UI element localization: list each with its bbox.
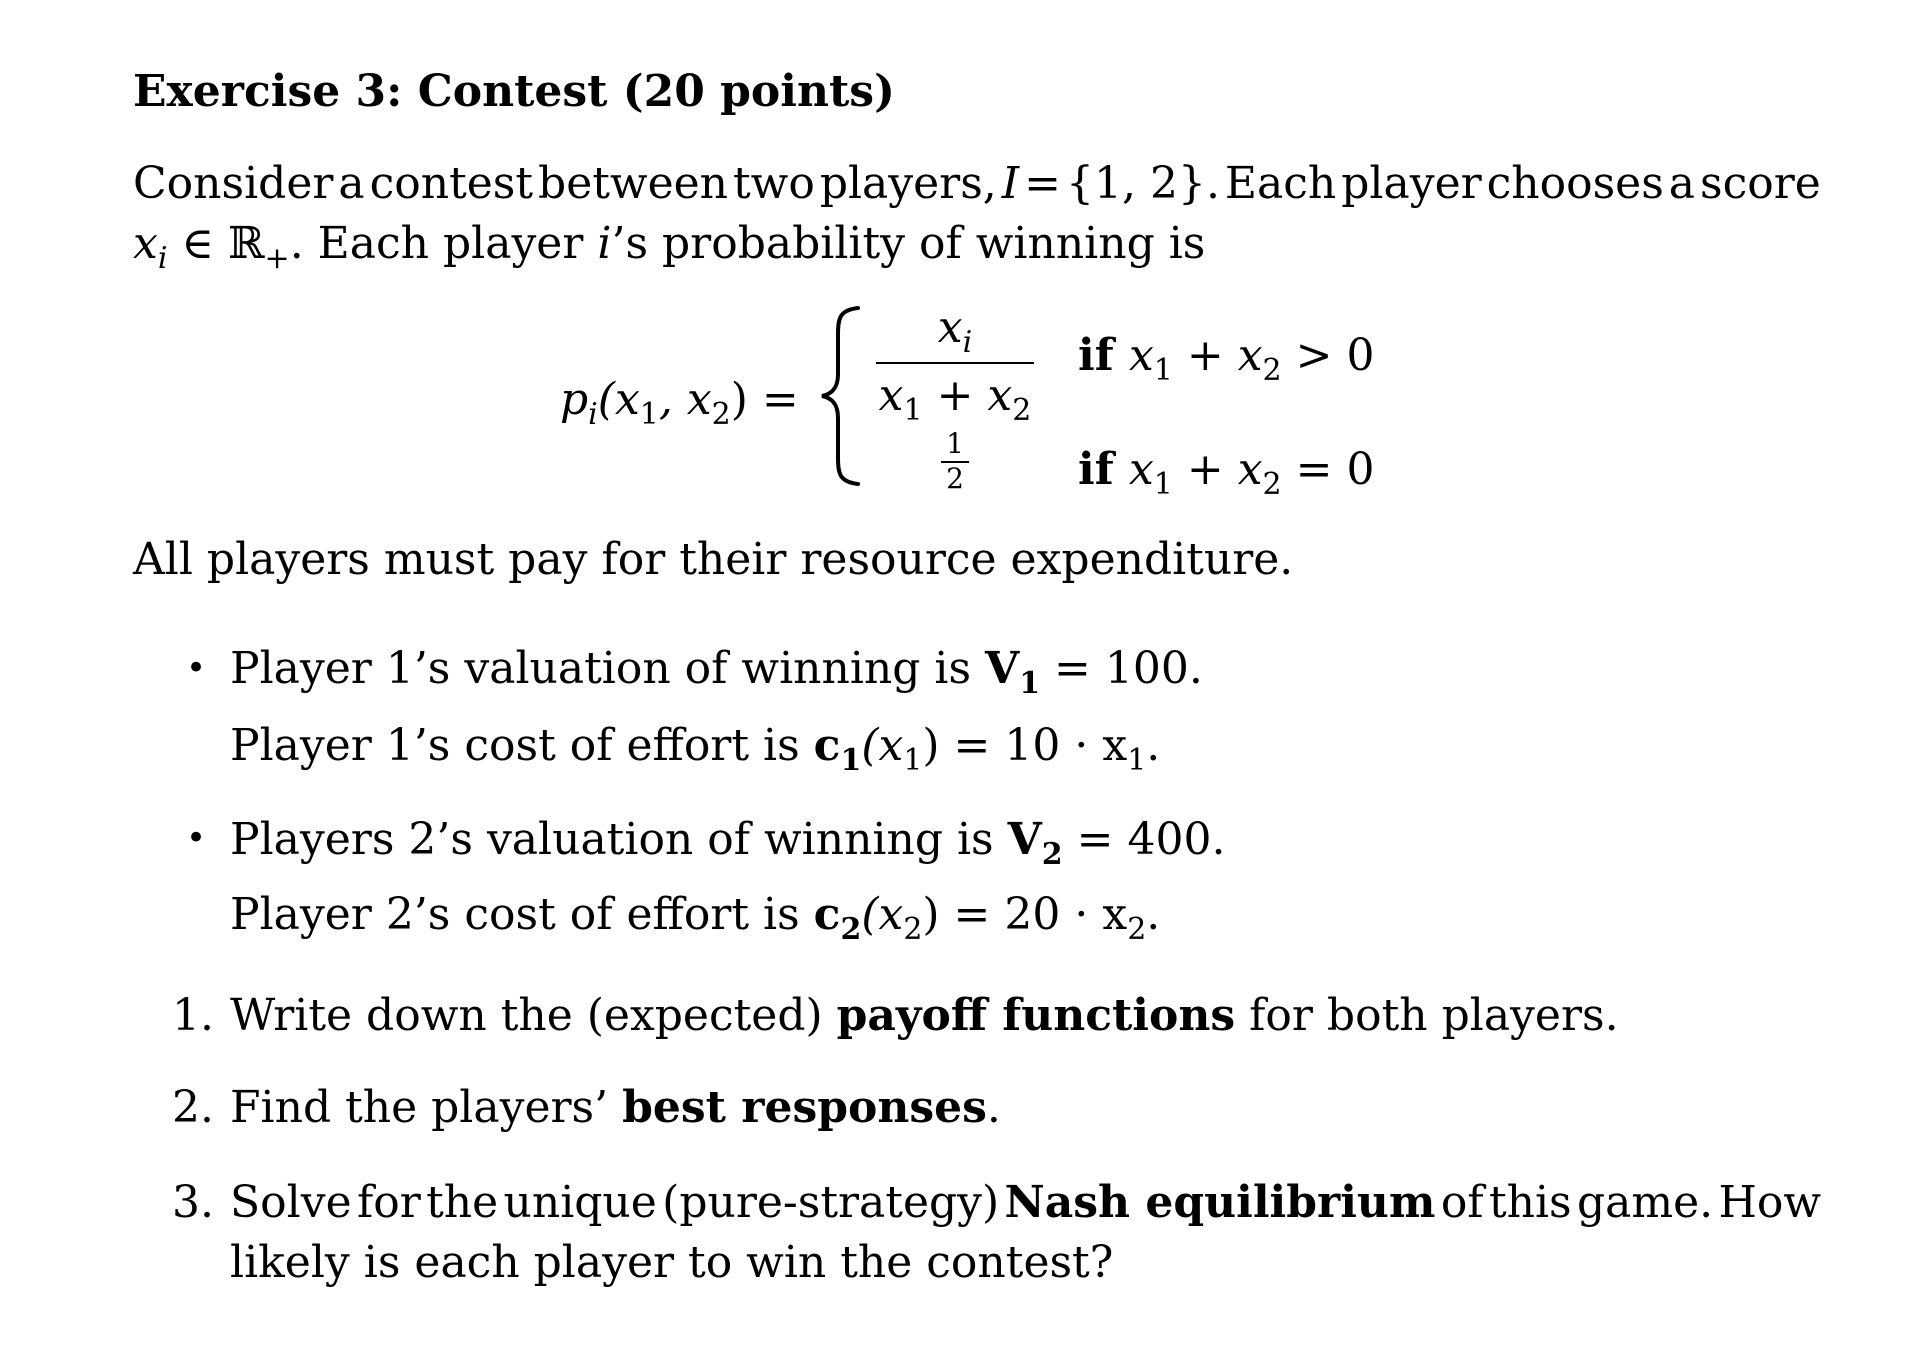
frac-den-sub: 2: [1012, 393, 1032, 428]
intro-line-1: [133, 158, 1821, 209]
player-index: i: [597, 218, 612, 269]
frac-num-sub: i: [962, 325, 973, 360]
cost-sub: 1: [840, 743, 862, 778]
case1-denominator: [872, 370, 1038, 428]
cost-end: .: [1146, 889, 1161, 940]
intro-line-2: [133, 218, 1206, 276]
valuation-symbol: V: [985, 643, 1020, 694]
question-keyword: Nash equilibrium: [1004, 1177, 1436, 1228]
case2-condition: [1078, 444, 1375, 502]
formula-p-subscript: i: [588, 397, 598, 432]
intro-word: score: [1700, 158, 1821, 209]
intro-word: a: [1668, 158, 1696, 209]
cost-arg: (x: [861, 720, 904, 771]
bullet-icon: •: [186, 648, 207, 688]
half-denominator: 2: [946, 462, 964, 495]
cond-x: + x: [1172, 444, 1263, 495]
valuation-sub: 2: [1041, 837, 1063, 872]
formula-lhs: [560, 374, 799, 432]
cost-symbol: c: [813, 889, 841, 940]
valuation-sub: 1: [1019, 666, 1041, 701]
intro-word: between: [538, 158, 728, 209]
question-number: 2.: [172, 1082, 214, 1133]
intro-word: =: [1024, 158, 1062, 209]
intro-word: a: [338, 158, 365, 209]
cost-arg-sub: 2: [903, 912, 923, 947]
cost-arg-sub: 1: [903, 743, 923, 778]
cost-expr: ) = 20 · x: [922, 889, 1128, 940]
valuation-text: Players 2’s valuation of winning is: [230, 814, 1008, 865]
formula-p: p: [560, 374, 589, 425]
cond-x: x: [1128, 330, 1154, 381]
player1-cost: [230, 720, 1161, 778]
question-1: [230, 990, 1619, 1041]
formula-equals: ) =: [730, 374, 799, 425]
cond-x: + x: [1172, 330, 1263, 381]
valuation-text: Player 1’s valuation of winning is: [230, 643, 986, 694]
intro-word: players,: [819, 158, 997, 209]
valuation-symbol: V: [1007, 814, 1042, 865]
cost-sub: 2: [840, 912, 862, 947]
player2-cost: [230, 889, 1161, 947]
real-set-subscript: +: [264, 241, 290, 276]
cost-text: Player 2’s cost of effort is: [230, 889, 814, 940]
intro-word: Each: [1224, 158, 1337, 209]
fraction-bar: [876, 362, 1034, 364]
intro-text: ’s probability of winning is: [611, 218, 1206, 269]
score-subscript: i: [157, 241, 168, 276]
question-word: How: [1718, 1177, 1821, 1228]
formula-args: , x: [658, 374, 712, 425]
case1-numerator: [872, 302, 1038, 360]
question-keyword: best responses: [622, 1082, 987, 1133]
frac-den-x: x: [878, 370, 904, 421]
intro-word: contest: [369, 158, 534, 209]
player2-valuation: [230, 814, 1226, 872]
cost-end: .: [1146, 720, 1161, 771]
intro-word: two: [732, 158, 815, 209]
question-word: the: [426, 1177, 499, 1228]
cost-end-sub: 1: [1127, 743, 1147, 778]
cost-expr: ) = 10 · x: [922, 720, 1128, 771]
question-word: (pure-strategy): [662, 1177, 1000, 1228]
cost-symbol: c: [813, 720, 841, 771]
question-2: [230, 1082, 1001, 1133]
cond-relation: = 0: [1281, 444, 1375, 495]
valuation-value: = 100.: [1040, 643, 1203, 694]
question-keyword: payoff functions: [836, 990, 1236, 1041]
if-keyword: if: [1078, 330, 1129, 381]
intro-word: Consider: [133, 158, 334, 209]
cost-text: Player 1’s cost of effort is: [230, 720, 814, 771]
question-word: unique: [503, 1177, 657, 1228]
case2-fraction: [937, 427, 973, 495]
real-set: ∈ ℝ: [167, 218, 265, 269]
question-word: this: [1488, 1177, 1572, 1228]
cond-sub: 1: [1153, 467, 1173, 502]
formula-sub: 2: [711, 397, 731, 432]
case1-fraction: [872, 302, 1038, 428]
question-text: Find the players’: [230, 1082, 623, 1133]
cond-sub: 2: [1262, 467, 1282, 502]
cond-sub: 1: [1153, 353, 1173, 388]
if-keyword: if: [1078, 444, 1129, 495]
question-number: 3.: [172, 1177, 214, 1228]
probability-formula: [560, 296, 1380, 502]
question-text: for both players.: [1235, 990, 1619, 1041]
question-text: Write down the (expected): [230, 990, 837, 1041]
cost-end-sub: 2: [1127, 912, 1147, 947]
question-word: game.: [1576, 1177, 1714, 1228]
question-word: for: [356, 1177, 421, 1228]
cost-arg: (x: [861, 889, 904, 940]
frac-num-x: x: [937, 302, 963, 353]
cond-x: x: [1128, 444, 1154, 495]
question-3-line-1: [230, 1177, 1821, 1228]
cond-sub: 2: [1262, 353, 1282, 388]
intro-word: player: [1341, 158, 1482, 209]
players-set-value: {1, 2}.: [1066, 158, 1220, 209]
frac-den-sub: 1: [903, 393, 923, 428]
cond-relation: > 0: [1281, 330, 1375, 381]
half-numerator: 1: [946, 427, 964, 460]
players-set-symbol: I: [1001, 158, 1020, 209]
formula-args: (x: [597, 374, 640, 425]
formula-sub: 1: [639, 397, 659, 432]
frac-den-x: + x: [922, 370, 1013, 421]
left-brace-icon: [818, 304, 862, 488]
question-word: of: [1440, 1177, 1484, 1228]
exercise-title: Exercise 3: Contest (20 points): [133, 66, 895, 117]
question-number: 1.: [172, 990, 214, 1041]
player1-valuation: [230, 643, 1203, 701]
question-text: .: [986, 1082, 1001, 1133]
bullet-icon: •: [186, 818, 207, 858]
intro-text: . Each player: [289, 218, 598, 269]
question-word: Solve: [230, 1177, 352, 1228]
question-3-line-2: likely is each player to win the contest?: [230, 1237, 1114, 1288]
case1-condition: [1078, 330, 1375, 388]
intro-word: chooses: [1486, 158, 1664, 209]
expenditure-note: All players must pay for their resource expenditure.: [133, 534, 1294, 585]
valuation-value: = 400.: [1062, 814, 1226, 865]
score-variable: x: [133, 218, 158, 269]
